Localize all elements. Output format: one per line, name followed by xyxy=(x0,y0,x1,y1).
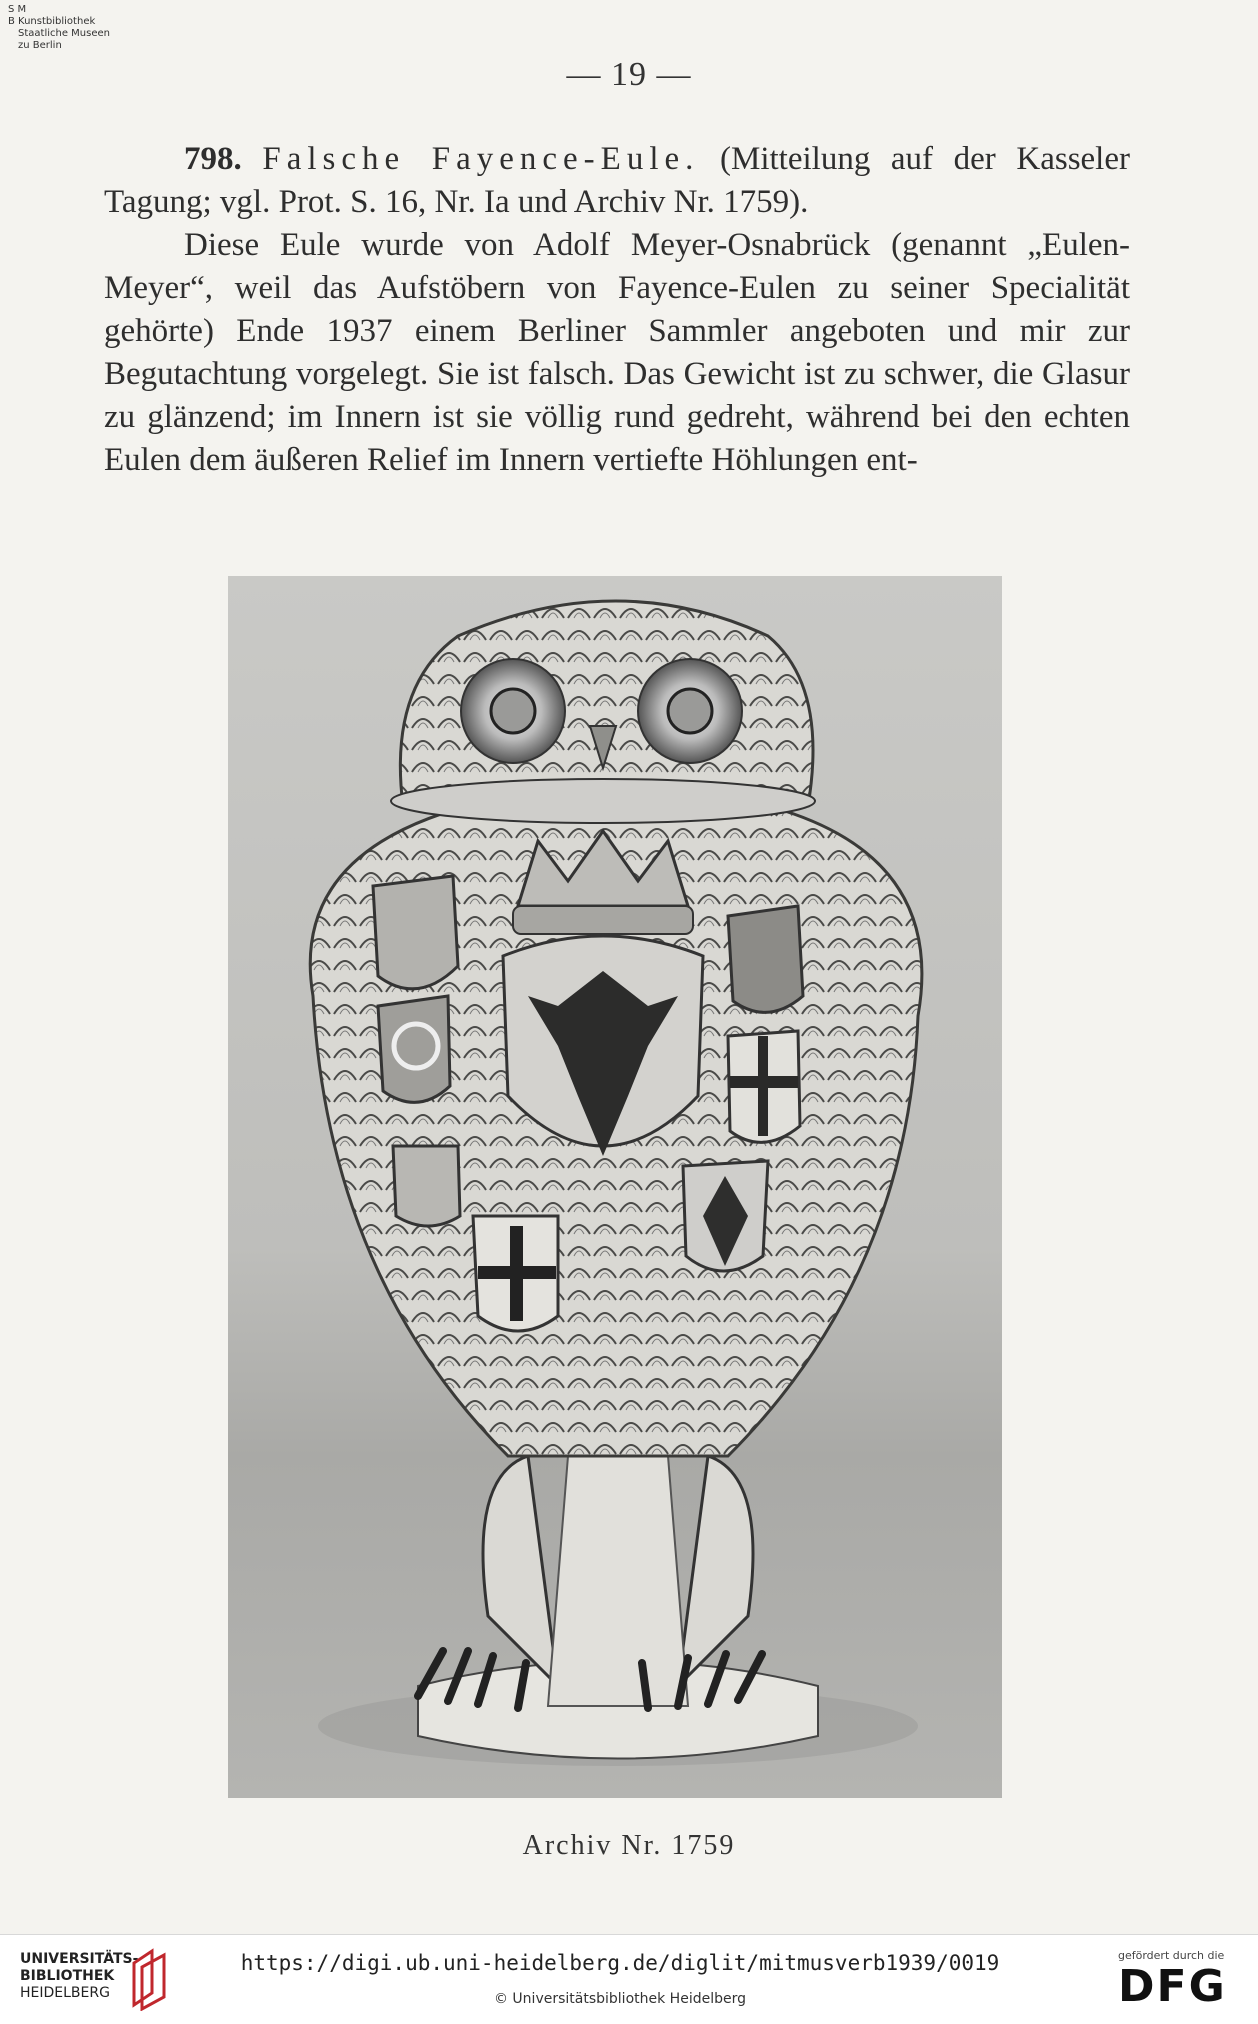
entry-heading-paragraph xyxy=(104,138,1130,224)
logo-line: BIBLIOTHEK xyxy=(20,1968,115,1984)
entry-note: (Mitteilung auf der Kasseler Tagung; vgl. Prot. S. 16, Nr. Ia und Archiv Nr. 1759). xyxy=(104,141,1130,220)
stamp-line: S M xyxy=(8,4,27,15)
stamp-line: B Kunstbibliothek xyxy=(8,16,96,27)
dfg-funding-note: gefördert durch die xyxy=(1118,1949,1225,1962)
copyright-notice: © Universitätsbibliothek Heidelberg xyxy=(493,1991,746,2007)
entry-body-paragraph: Diese Eule wurde von Adolf Meyer-Osnabrück (genannt „Eulen-Meyer“, weil das Aufstöbern von Fayence-Eulen zu seiner Specialität gehörte) Ende 1937 einem Berliner Sammler angeboten und mir zur Begutachtung vorgelegt. Sie ist falsch. Das Gewicht ist zu schwer, die Glasur zu glänzend; im Innern ist sie völlig rund gedreht, während bei den echten Eulen dem äußeren Relief im Innern vertiefte Höhlungen ent- xyxy=(104,227,1130,478)
stamp-line: zu Berlin xyxy=(18,40,62,51)
entry-text xyxy=(104,138,1130,482)
figure-caption: Archiv Nr. 1759 xyxy=(522,1830,736,1861)
dfg-logo xyxy=(1118,1949,1248,2012)
entry-title: Falsche Fayence-Eule. xyxy=(262,141,700,177)
footer-bar xyxy=(0,1934,1258,2024)
dfg-mark: DFG xyxy=(1118,1961,1227,2012)
ub-logo-mark-icon xyxy=(128,1945,172,2011)
entry-number: 798. xyxy=(184,141,242,177)
stamp-line: Staatliche Museen xyxy=(18,28,110,39)
library-stamp xyxy=(8,4,168,52)
owl-jug-illustration xyxy=(228,576,1002,1798)
page-number: — 19 — xyxy=(566,56,692,93)
logo-line: HEIDELBERG xyxy=(20,1985,110,2001)
logo-line: UNIVERSITÄTS- xyxy=(20,1951,139,1967)
permalink-url[interactable]: https://digi.ub.uni-heidelberg.de/diglit/mitmusverb1939/0019 xyxy=(240,1951,1000,1975)
owl-photograph xyxy=(228,576,1002,1798)
